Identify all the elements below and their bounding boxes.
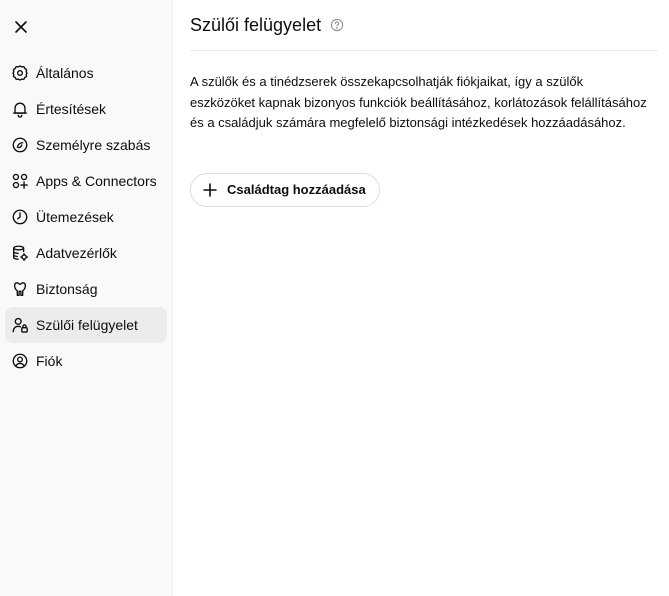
sidebar-item-label: Apps & Connectors [36, 173, 157, 189]
sidebar-item-label: Biztonság [36, 281, 98, 297]
help-icon[interactable] [330, 18, 344, 32]
apps-icon [11, 172, 29, 190]
parental-controls-description: A szülők és a tinédzserek összekapcsolhatják fiókjaikat, így a szülők eszközöket kapnak bizonyos funkciók beállításához, korlátozások felállításához és a családjuk számára megfelelő biztonsági intézkedések hozzáadásához. [190, 74, 647, 130]
page-title: Szülői felügyelet [190, 14, 322, 35]
close-button[interactable] [8, 14, 34, 40]
clock-icon [11, 208, 29, 226]
add-family-member-label: Családtag hozzáadása [227, 182, 366, 197]
sidebar-item-account[interactable] [5, 343, 167, 379]
sidebar-item-label: Értesítések [36, 101, 107, 117]
add-family-member-button[interactable] [190, 173, 380, 207]
sidebar-item-label: Fiók [36, 353, 63, 369]
sidebar-item-parental-controls[interactable] [5, 307, 167, 343]
sidebar-item-label: Általános [36, 65, 94, 81]
sidebar-item-apps-connectors[interactable] [5, 163, 167, 199]
settings-sidebar [0, 0, 173, 596]
sidebar-item-general[interactable] [5, 55, 167, 91]
sidebar-item-label: Szülői felügyelet [36, 317, 138, 333]
sidebar-item-notifications[interactable] [5, 91, 167, 127]
sidebar-item-label: Adatvezérlők [36, 245, 117, 261]
sidebar-item-security[interactable] [5, 271, 167, 307]
content-header [190, 0, 658, 51]
close-icon [14, 20, 28, 34]
plus-icon [203, 183, 217, 197]
personalization-icon [11, 136, 29, 154]
shield-icon [11, 280, 29, 298]
sidebar-item-label: Személyre szabás [36, 137, 151, 153]
sidebar-item-schedules[interactable] [5, 199, 167, 235]
account-icon [11, 352, 29, 370]
parental-controls-icon [11, 316, 29, 334]
settings-nav [5, 55, 167, 379]
sidebar-item-data-controls[interactable] [5, 235, 167, 271]
settings-content [190, 0, 658, 207]
bell-icon [11, 100, 29, 118]
sidebar-item-personalization[interactable] [5, 127, 167, 163]
gear-icon [11, 64, 29, 82]
sidebar-item-label: Ütemezések [36, 209, 114, 225]
data-controls-icon [11, 244, 29, 262]
